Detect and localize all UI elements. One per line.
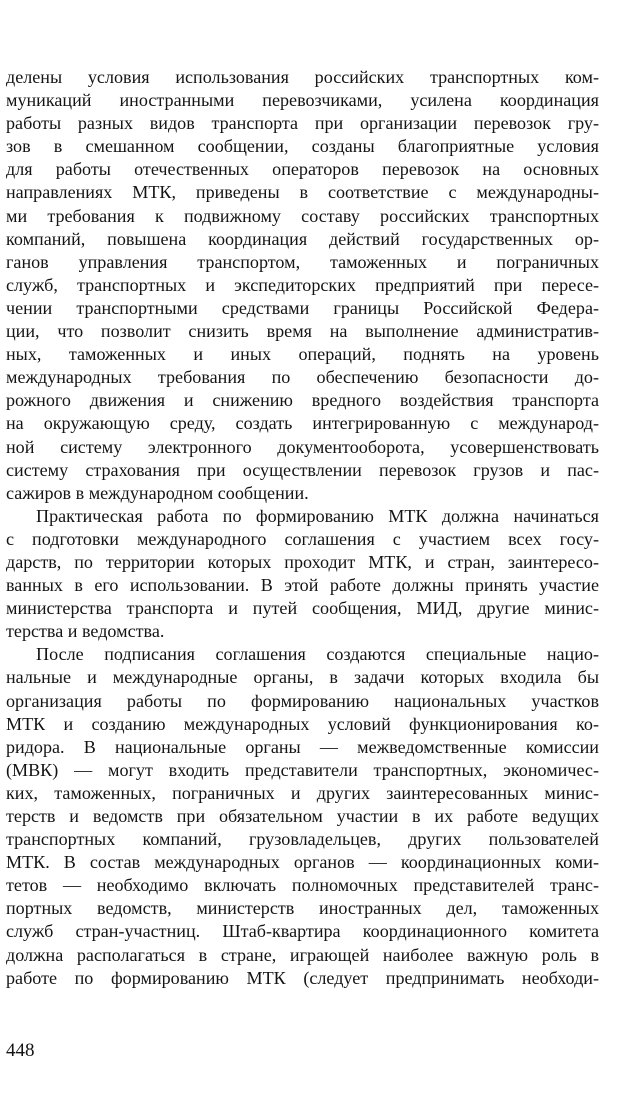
text-line: компаний, повышена координация действий государственных ор- — [6, 228, 599, 249]
text-line: ридора. В национальные органы — межведомственные комиссии — [6, 736, 599, 757]
text-line: Практическая работа по формированию МТК должна начинаться — [36, 505, 599, 526]
text-line: ных, таможенных и иных операций, поднять на уровень — [6, 344, 599, 365]
text-line: терств и ведомств при обязательном участии в их работе ведущих — [6, 806, 599, 826]
text-line: После подписания соглашения создаются специальные нацио- — [36, 644, 599, 665]
paragraph-1 — [6, 66, 599, 505]
text-line: (МВК) — могут входить представители транспортных, экономичес- — [6, 759, 599, 780]
text-line: сажиров в международном сообщении. — [6, 482, 309, 503]
paragraph-3 — [6, 643, 599, 989]
text-line: чении транспортными средствами границы Российской Федера- — [6, 297, 599, 318]
text-line: ми требования к подвижному составу российских транспортных — [6, 205, 599, 226]
text-line: ванных в его использовании. В этой работе должны принять участие — [6, 575, 599, 596]
text-line: международных требования по обеспечению безопасности до- — [6, 367, 599, 388]
page-number: 448 — [6, 1040, 35, 1061]
document-body — [6, 66, 599, 990]
text-line: ких, таможенных, пограничных и других заинтересованных минис- — [6, 782, 599, 803]
text-line: на окружающую среду, создать интегрированную с международ- — [6, 413, 599, 434]
text-line: ной систему электронного документооборота, усовершенствовать — [6, 436, 599, 457]
paragraph-2 — [6, 505, 599, 644]
text-line: ганов управления транспортом, таможенных и пограничных — [6, 251, 599, 272]
text-line: терства и ведомства. — [6, 621, 165, 642]
text-line: направлениях МТК, приведены в соответствие с международны- — [6, 182, 599, 203]
text-line: МТК и созданию международных условий функционирования ко- — [6, 713, 599, 734]
text-line: министерства транспорта и путей сообщения, МИД, другие минис- — [6, 598, 599, 619]
text-line: ции, что позволит снизить время на выполнение административ- — [6, 321, 599, 342]
text-line: транспортных компаний, грузовладельцев, других пользователей — [6, 829, 599, 850]
text-line: зов в смешанном сообщении, созданы благоприятные условия — [6, 136, 599, 157]
text-line: рожного движения и снижению вредного воздействия транспорта — [6, 390, 599, 411]
text-line: делены условия использования российских транспортных ком- — [6, 67, 599, 87]
text-line: работы разных видов транспорта при организации перевозок гру- — [6, 113, 599, 134]
text-line: тетов — необходимо включать полномочных представителей транс- — [6, 875, 599, 896]
text-line: служб, транспортных и экспедиторских предприятий при пересе- — [6, 274, 599, 295]
text-line: дарств, по территории которых проходит МТК, и стран, заинтересо- — [6, 551, 599, 572]
text-line: для работы отечественных операторов перевозок на основных — [6, 159, 599, 180]
text-line: организация работы по формированию национальных участков — [6, 690, 599, 711]
text-line: служб стран-участниц. Штаб-квартира координационного комитета — [6, 921, 599, 942]
text-line: МТК. В состав международных органов — координационных коми- — [6, 852, 599, 873]
text-line: с подготовки международного соглашения с участием всех госу- — [6, 528, 599, 549]
text-line: нальные и международные органы, в задачи которых входила бы — [6, 667, 599, 688]
text-line: должна располагаться в стране, играющей наиболее важную роль в — [6, 944, 599, 965]
text-line: муникаций иностранными перевозчиками, усилена координация — [6, 90, 599, 111]
text-line: работе по формированию МТК (следует предпринимать необходи- — [6, 967, 599, 988]
text-line: портных ведомств, министерств иностранных дел, таможенных — [6, 898, 599, 919]
text-line: систему страхования при осуществлении перевозок грузов и пас- — [6, 459, 599, 480]
